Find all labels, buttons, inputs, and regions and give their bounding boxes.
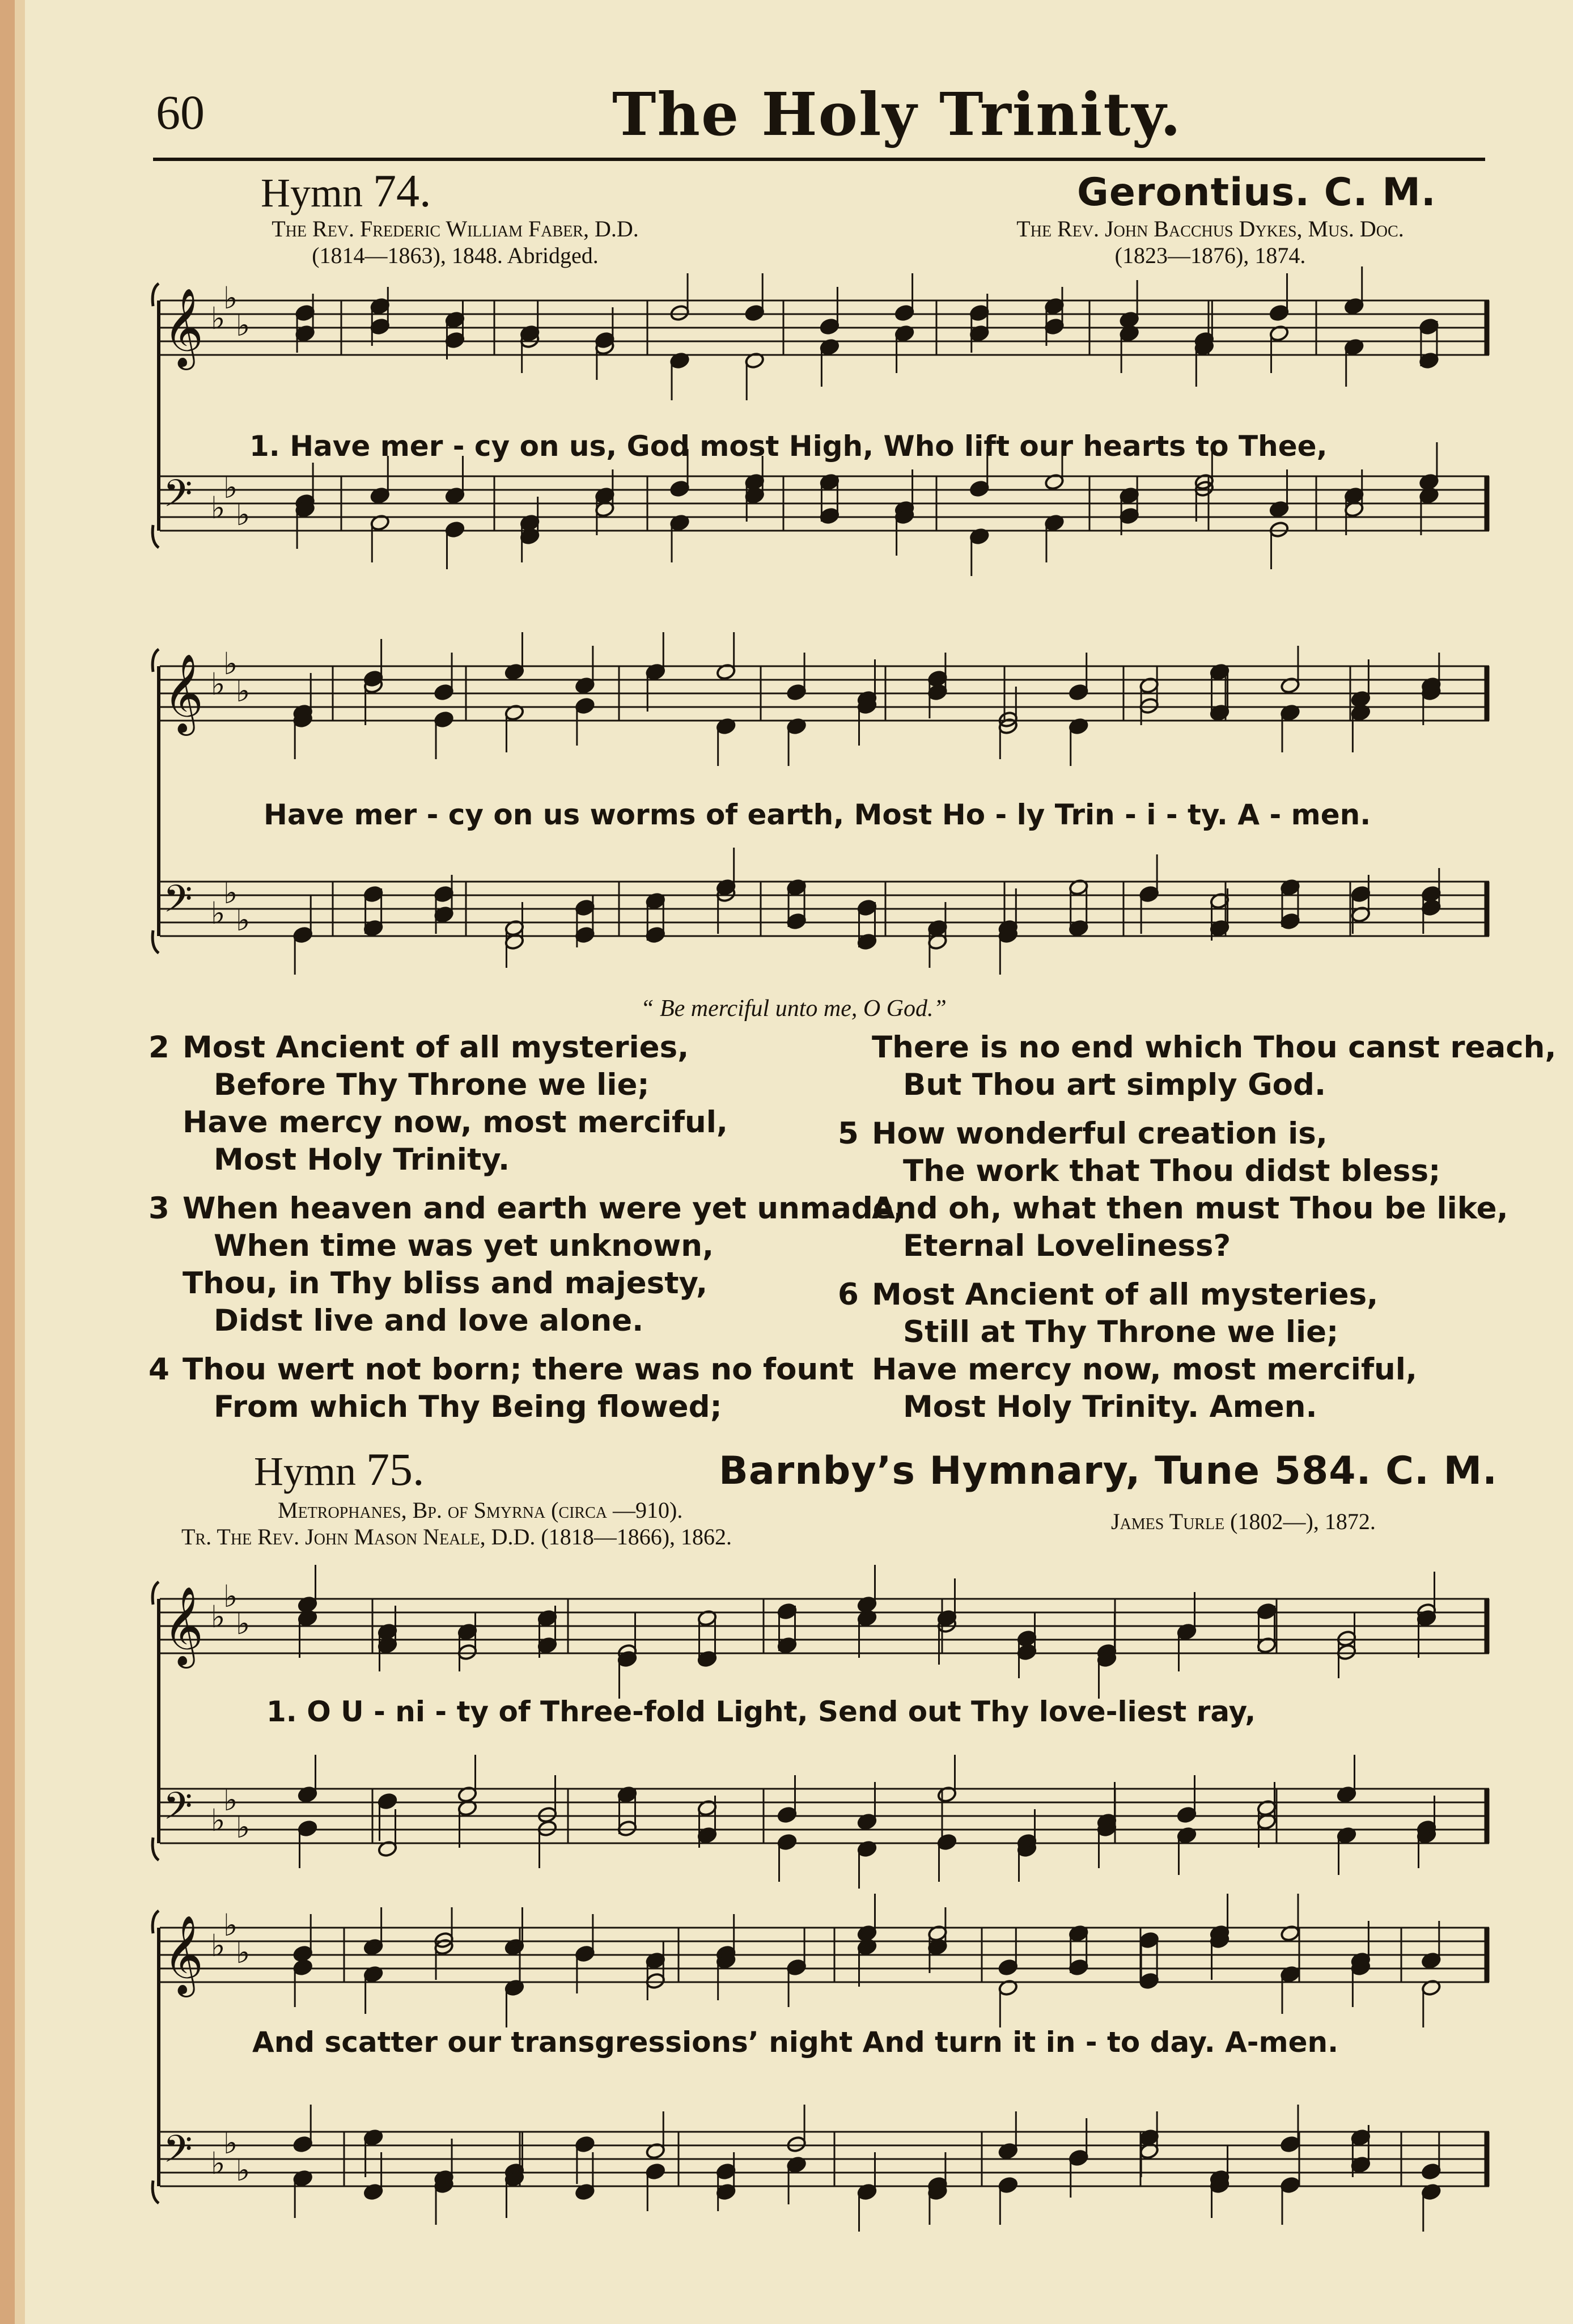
flat-icon: ♭ xyxy=(236,1934,251,1970)
flat-icon: ♭ xyxy=(236,902,251,938)
flat-icon: ♭ xyxy=(236,497,251,532)
page-edge-shadow xyxy=(15,0,25,2324)
hymn-74-label: Hymn xyxy=(261,170,363,215)
verse-5 xyxy=(838,1115,1557,1265)
flat-icon: ♭ xyxy=(236,1809,251,1845)
hymn-74-verses-right xyxy=(838,1029,1557,1426)
hymn-74-author xyxy=(192,215,719,269)
verse-line: Most Ancient of all mysteries, xyxy=(872,1277,1379,1312)
hymn-74-number: 74. xyxy=(373,165,431,217)
flat-icon: ♭ xyxy=(211,490,226,526)
hymn-74-composer xyxy=(944,215,1477,269)
hymn-75-tune: Barnby’s Hymnary, Tune 584. C. M. xyxy=(719,1449,1498,1493)
flat-icon: ♭ xyxy=(223,2125,238,2161)
bass-clef-icon: 𝄢 xyxy=(163,472,193,524)
flat-icon: ♭ xyxy=(223,469,238,505)
staff xyxy=(160,1894,1489,2027)
flat-icon: ♭ xyxy=(211,1928,226,1963)
staff xyxy=(160,632,1489,766)
verse-number: 5 xyxy=(838,1116,859,1151)
hymn-75-heading xyxy=(254,1443,425,1496)
hymn-74-author-line1: The Rev. Frederic William Faber, D.D. xyxy=(272,216,639,242)
flat-icon: ♭ xyxy=(223,1907,238,1943)
hymn-74-composer-line2: (1823—1876), 1874. xyxy=(1114,243,1306,268)
treble-clef-icon: 𝄞 xyxy=(163,1915,203,1994)
verse-line: Most Holy Trinity. Amen. xyxy=(903,1390,1317,1424)
treble-clef-icon: 𝄞 xyxy=(163,288,203,367)
verse-line: The work that Thou didst bless; xyxy=(903,1154,1441,1188)
hymn-74-lyric-line1: 1. Have mer - cy on us, God most High, Who lift our hearts to Thee, xyxy=(249,430,1328,463)
verse-6 xyxy=(838,1276,1557,1426)
verse-number: 6 xyxy=(838,1277,859,1312)
verse-line: Have mercy now, most merciful, xyxy=(183,1105,728,1140)
flat-icon: ♭ xyxy=(223,875,238,911)
flat-icon: ♭ xyxy=(211,1599,226,1635)
hymn-74-tune: Gerontius. C. M. xyxy=(1077,170,1436,215)
verse-line: Thou, in Thy bliss and majesty, xyxy=(183,1266,708,1301)
flat-icon: ♭ xyxy=(211,2145,226,2181)
flat-icon: ♭ xyxy=(223,1782,238,1818)
hymn-75-number: 75. xyxy=(366,1443,425,1495)
staff xyxy=(160,1755,1489,1889)
verse-line: There is no end which Thou canst reach, xyxy=(872,1030,1557,1065)
hymn-75-label: Hymn xyxy=(254,1449,356,1494)
verse-number: 2 xyxy=(149,1030,169,1065)
hymn-74-lyric-line2: Have mer - cy on us worms of earth, Most Ho - ly Trin - i - ty. A - men. xyxy=(264,798,1371,831)
verse-line: How wonderful creation is, xyxy=(872,1116,1328,1151)
hymn-74-heading xyxy=(261,164,431,218)
verse-2 xyxy=(149,1029,905,1179)
verse-line: Most Ancient of all mysteries, xyxy=(183,1030,689,1065)
verse-line: When time was yet unknown, xyxy=(214,1229,714,1263)
header-rule xyxy=(153,158,1485,161)
bass-clef-icon: 𝄢 xyxy=(163,877,193,930)
staff xyxy=(160,266,1489,400)
verse-line: Most Holy Trinity. xyxy=(214,1142,510,1177)
page-edge xyxy=(0,0,15,2324)
hymn-74-verses-left xyxy=(149,1029,905,1426)
flat-icon: ♭ xyxy=(223,280,238,316)
flat-icon: ♭ xyxy=(211,300,226,336)
hymn-75-author-line1: Metrophanes, Bp. of Smyrna (circa —910). xyxy=(278,1497,683,1523)
verse-line: Still at Thy Throne we lie; xyxy=(903,1315,1339,1349)
flat-icon: ♭ xyxy=(223,646,238,681)
hymn-74-author-line2: (1814—1863), 1848. Abridged. xyxy=(312,243,599,268)
hymn-74-composer-line1: The Rev. John Bacchus Dykes, Mus. Doc. xyxy=(1016,216,1404,242)
flat-icon: ♭ xyxy=(211,1802,226,1838)
bass-clef-icon: 𝄢 xyxy=(163,1784,193,1837)
running-title: The Holy Trinity. xyxy=(612,79,1182,149)
hymn-75-author-line2: Tr. The Rev. John Mason Neale, D.D. (1818—1866), 1862. xyxy=(181,1524,732,1550)
treble-clef-icon: 𝄞 xyxy=(163,1586,203,1665)
staff xyxy=(160,848,1489,975)
hymn-75-lyric-line2: And scatter our transgressions’ night And turn it in - to day. A-men. xyxy=(252,2026,1339,2059)
verse-4 xyxy=(149,1351,905,1426)
verse-line: When heaven and earth were yet unmade, xyxy=(183,1191,905,1226)
flat-icon: ♭ xyxy=(211,895,226,931)
verse-line: But Thou art simply God. xyxy=(903,1068,1326,1102)
flat-icon: ♭ xyxy=(211,666,226,702)
hymn-74-caption: “ Be merciful unto me, O God.” xyxy=(641,996,947,1022)
bass-clef-icon: 𝄢 xyxy=(163,2127,193,2180)
treble-clef-icon: 𝄞 xyxy=(163,654,203,733)
verse-line: Have mercy now, most merciful, xyxy=(872,1352,1418,1387)
verse-line: Before Thy Throne we lie; xyxy=(214,1068,650,1102)
verse-line: Eternal Loveliness? xyxy=(903,1229,1231,1263)
hymn-75-composer-line1: James Turle (1802—), 1872. xyxy=(1111,1509,1376,1534)
staff xyxy=(160,1565,1489,1699)
verse-4-continued xyxy=(838,1029,1557,1104)
flat-icon: ♭ xyxy=(223,1578,238,1614)
verse-3 xyxy=(149,1190,905,1340)
page-number: 60 xyxy=(156,85,205,139)
hymn-75-author xyxy=(181,1497,918,1550)
verse-line: From which Thy Being flowed; xyxy=(214,1390,722,1424)
verse-number: 3 xyxy=(149,1191,169,1226)
flat-icon: ♭ xyxy=(236,673,251,709)
hymn-75-lyric-line1: 1. O U - ni - ty of Three-fold Light, Send out Thy love-liest ray, xyxy=(266,1695,1256,1728)
flat-icon: ♭ xyxy=(236,2152,251,2188)
verse-line: Thou wert not born; there was no fount xyxy=(183,1352,854,1387)
verse-line: Didst live and love alone. xyxy=(214,1303,644,1338)
hymn-75-composer xyxy=(1111,1508,1376,1535)
verse-line: And oh, what then must Thou be like, xyxy=(872,1191,1508,1226)
flat-icon: ♭ xyxy=(236,1606,251,1641)
verse-number: 4 xyxy=(149,1352,169,1387)
staff xyxy=(160,2105,1489,2232)
flat-icon: ♭ xyxy=(236,307,251,343)
